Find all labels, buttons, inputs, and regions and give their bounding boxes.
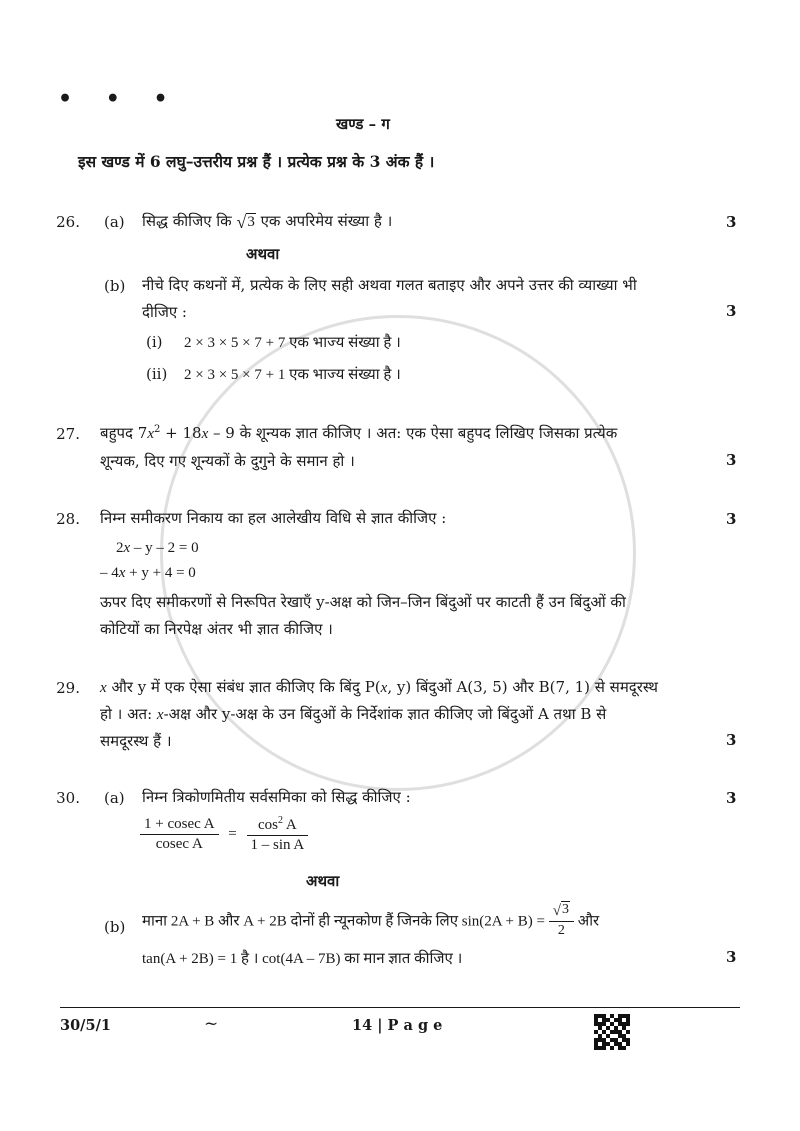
- eq2-rest: + y + 4 = 0: [125, 565, 196, 581]
- equals-sign: =: [228, 826, 237, 842]
- q29-line3: समदूरस्थ हैं ।: [100, 732, 172, 750]
- q30-b-label: (b): [104, 918, 126, 936]
- q27-marks: 3: [726, 451, 737, 469]
- qr-code-icon: [594, 1014, 630, 1050]
- q27-line1-mid: + 18: [160, 424, 202, 442]
- q26-a-text-post: एक अपरिमेय संख्या है ।: [260, 212, 393, 230]
- var-x: x: [147, 426, 154, 442]
- var-x: x: [380, 680, 388, 696]
- q28-line3: कोटियों का निरपेक्ष अंतर भी ज्ञात कीजिए ।: [100, 620, 333, 638]
- q26-a-text: [142, 211, 392, 233]
- q30-identity: [140, 815, 308, 854]
- eq1-coef: 2: [116, 540, 124, 556]
- q26-i-label: (i): [146, 333, 163, 351]
- q26-b-line1: नीचे दिए कथनों में, प्रत्येक के लिए सही अथवा गलत बताइए और अपने उत्तर की व्याख्या भी: [142, 276, 637, 294]
- frac-numerator: [549, 902, 574, 922]
- eq1-rest: – y – 2 = 0: [130, 540, 199, 556]
- q26-or: अथवा: [246, 245, 280, 263]
- q30-b-marks: 3: [726, 948, 737, 966]
- rhs-num-pre: cos: [258, 817, 278, 833]
- q28-eq1: [116, 540, 199, 557]
- exponent: 2: [278, 815, 283, 826]
- q29-line1: [100, 677, 658, 697]
- q26-i-text: 2 × 3 × 5 × 7 + 7 एक भाज्य संख्या है ।: [184, 335, 401, 351]
- sqrt-radicand: 3: [561, 902, 569, 917]
- exponent: 2: [154, 424, 161, 435]
- footer-tilde: ~: [204, 1014, 219, 1034]
- sqrt-3: √3: [552, 902, 569, 919]
- q30-b-line1: [142, 902, 599, 939]
- footer-rule: [60, 1007, 740, 1008]
- q26-b-label: (b): [104, 277, 126, 295]
- var-x: x: [201, 426, 209, 442]
- q27-line1-post: – 9 के शून्यक ज्ञात कीजिए । अत: एक ऐसा बहुपद लिखिए जिसका प्रत्येक: [208, 424, 618, 442]
- var-x: x: [123, 540, 131, 556]
- var-x: x: [156, 707, 164, 723]
- q29-marks: 3: [726, 731, 737, 749]
- q27-line1: [100, 423, 617, 443]
- q28-eq2: [100, 565, 196, 582]
- q27-number: 27.: [56, 425, 80, 443]
- q26-a-text-pre: सिद्ध कीजिए कि: [142, 212, 232, 230]
- q28-line2: ऊपर दिए समीकरणों से निरूपित रेखाएँ y-अक्ष को जिन–जिन बिंदुओं पर काटती हैं उन बिंदुओं की: [100, 593, 626, 611]
- q28-number: 28.: [56, 510, 80, 528]
- lhs-fraction: [140, 816, 219, 853]
- q26-a-marks: 3: [726, 213, 737, 231]
- sqrt-radicand: 3: [247, 214, 255, 230]
- q27-line2: शून्यक, दिए गए शून्यकों के दुगुने के समान हो ।: [100, 452, 355, 470]
- q29-line2: [100, 704, 606, 724]
- rhs-numerator: [247, 815, 309, 836]
- header-dots: • • •: [58, 86, 181, 112]
- lhs-denominator: cosec A: [155, 836, 203, 852]
- section-title: खण्ड – ग: [336, 115, 390, 133]
- q29-line1-b: , y) बिंदुओं A(3, 5) और B(7, 1) से समदूरस्थ: [387, 678, 659, 696]
- sqrt3-over-2-fraction: [549, 902, 574, 939]
- q30-b-line1-post: और: [577, 913, 600, 930]
- q29-line2-b: -अक्ष और y-अक्ष के उन बिंदुओं के निर्देशांक ज्ञात कीजिए जो बिंदुओं A तथा B से: [163, 705, 607, 723]
- q26-ii-label: (ii): [146, 365, 168, 383]
- rhs-denominator: 1 – sin A: [250, 837, 305, 853]
- q30-number: 30.: [56, 789, 80, 807]
- rhs-num-post: A: [283, 817, 297, 833]
- q30-or: अथवा: [306, 872, 340, 890]
- q30-a-marks: 3: [726, 789, 737, 807]
- frac-denominator: 2: [557, 923, 565, 938]
- footer-page: 14 | P a g e: [352, 1017, 443, 1034]
- lhs-numerator: 1 + cosec A: [140, 816, 219, 835]
- q28-marks: 3: [726, 510, 737, 528]
- q29-number: 29.: [56, 679, 80, 697]
- q26-b-line2: दीजिए :: [142, 303, 187, 321]
- q26-number: 26.: [56, 213, 80, 231]
- var-x: x: [118, 565, 126, 581]
- footer-code: 30/5/1: [60, 1017, 111, 1034]
- var-x: x: [100, 680, 107, 696]
- q30-a-label: (a): [104, 789, 125, 807]
- q26-a-label: (a): [104, 213, 125, 231]
- eq2-coef: – 4: [100, 565, 119, 581]
- q30-b-line1-pre: माना 2A + B और A + 2B दोनों ही न्यूनकोण हैं जिनके लिए sin(2A + B) =: [142, 913, 545, 930]
- q30-a-text: निम्न त्रिकोणमितीय सर्वसमिका को सिद्ध कीजिए :: [142, 788, 411, 806]
- section-instruction: इस खण्ड में 6 लघु–उत्तरीय प्रश्न हैं । प्रत्येक प्रश्न के 3 अंक हैं ।: [78, 152, 435, 171]
- rhs-fraction: [247, 815, 309, 854]
- q29-line2-a: हो । अत:: [100, 705, 157, 723]
- q26-b-marks: 3: [726, 302, 737, 320]
- sqrt-3: √3: [236, 212, 255, 232]
- q30-b-line2: tan(A + 2B) = 1 है । cot(4A – 7B) का मान ज्ञात कीजिए ।: [142, 951, 463, 967]
- q29-line1-a: और y में एक ऐसा संबंध ज्ञात कीजिए कि बिंदु P(: [106, 678, 381, 696]
- q26-ii-text: 2 × 3 × 5 × 7 + 1 एक भाज्य संख्या है ।: [184, 367, 401, 383]
- q27-line1-pre: बहुपद 7: [100, 424, 148, 442]
- q28-line1: निम्न समीकरण निकाय का हल आलेखीय विधि से ज्ञात कीजिए :: [100, 509, 447, 527]
